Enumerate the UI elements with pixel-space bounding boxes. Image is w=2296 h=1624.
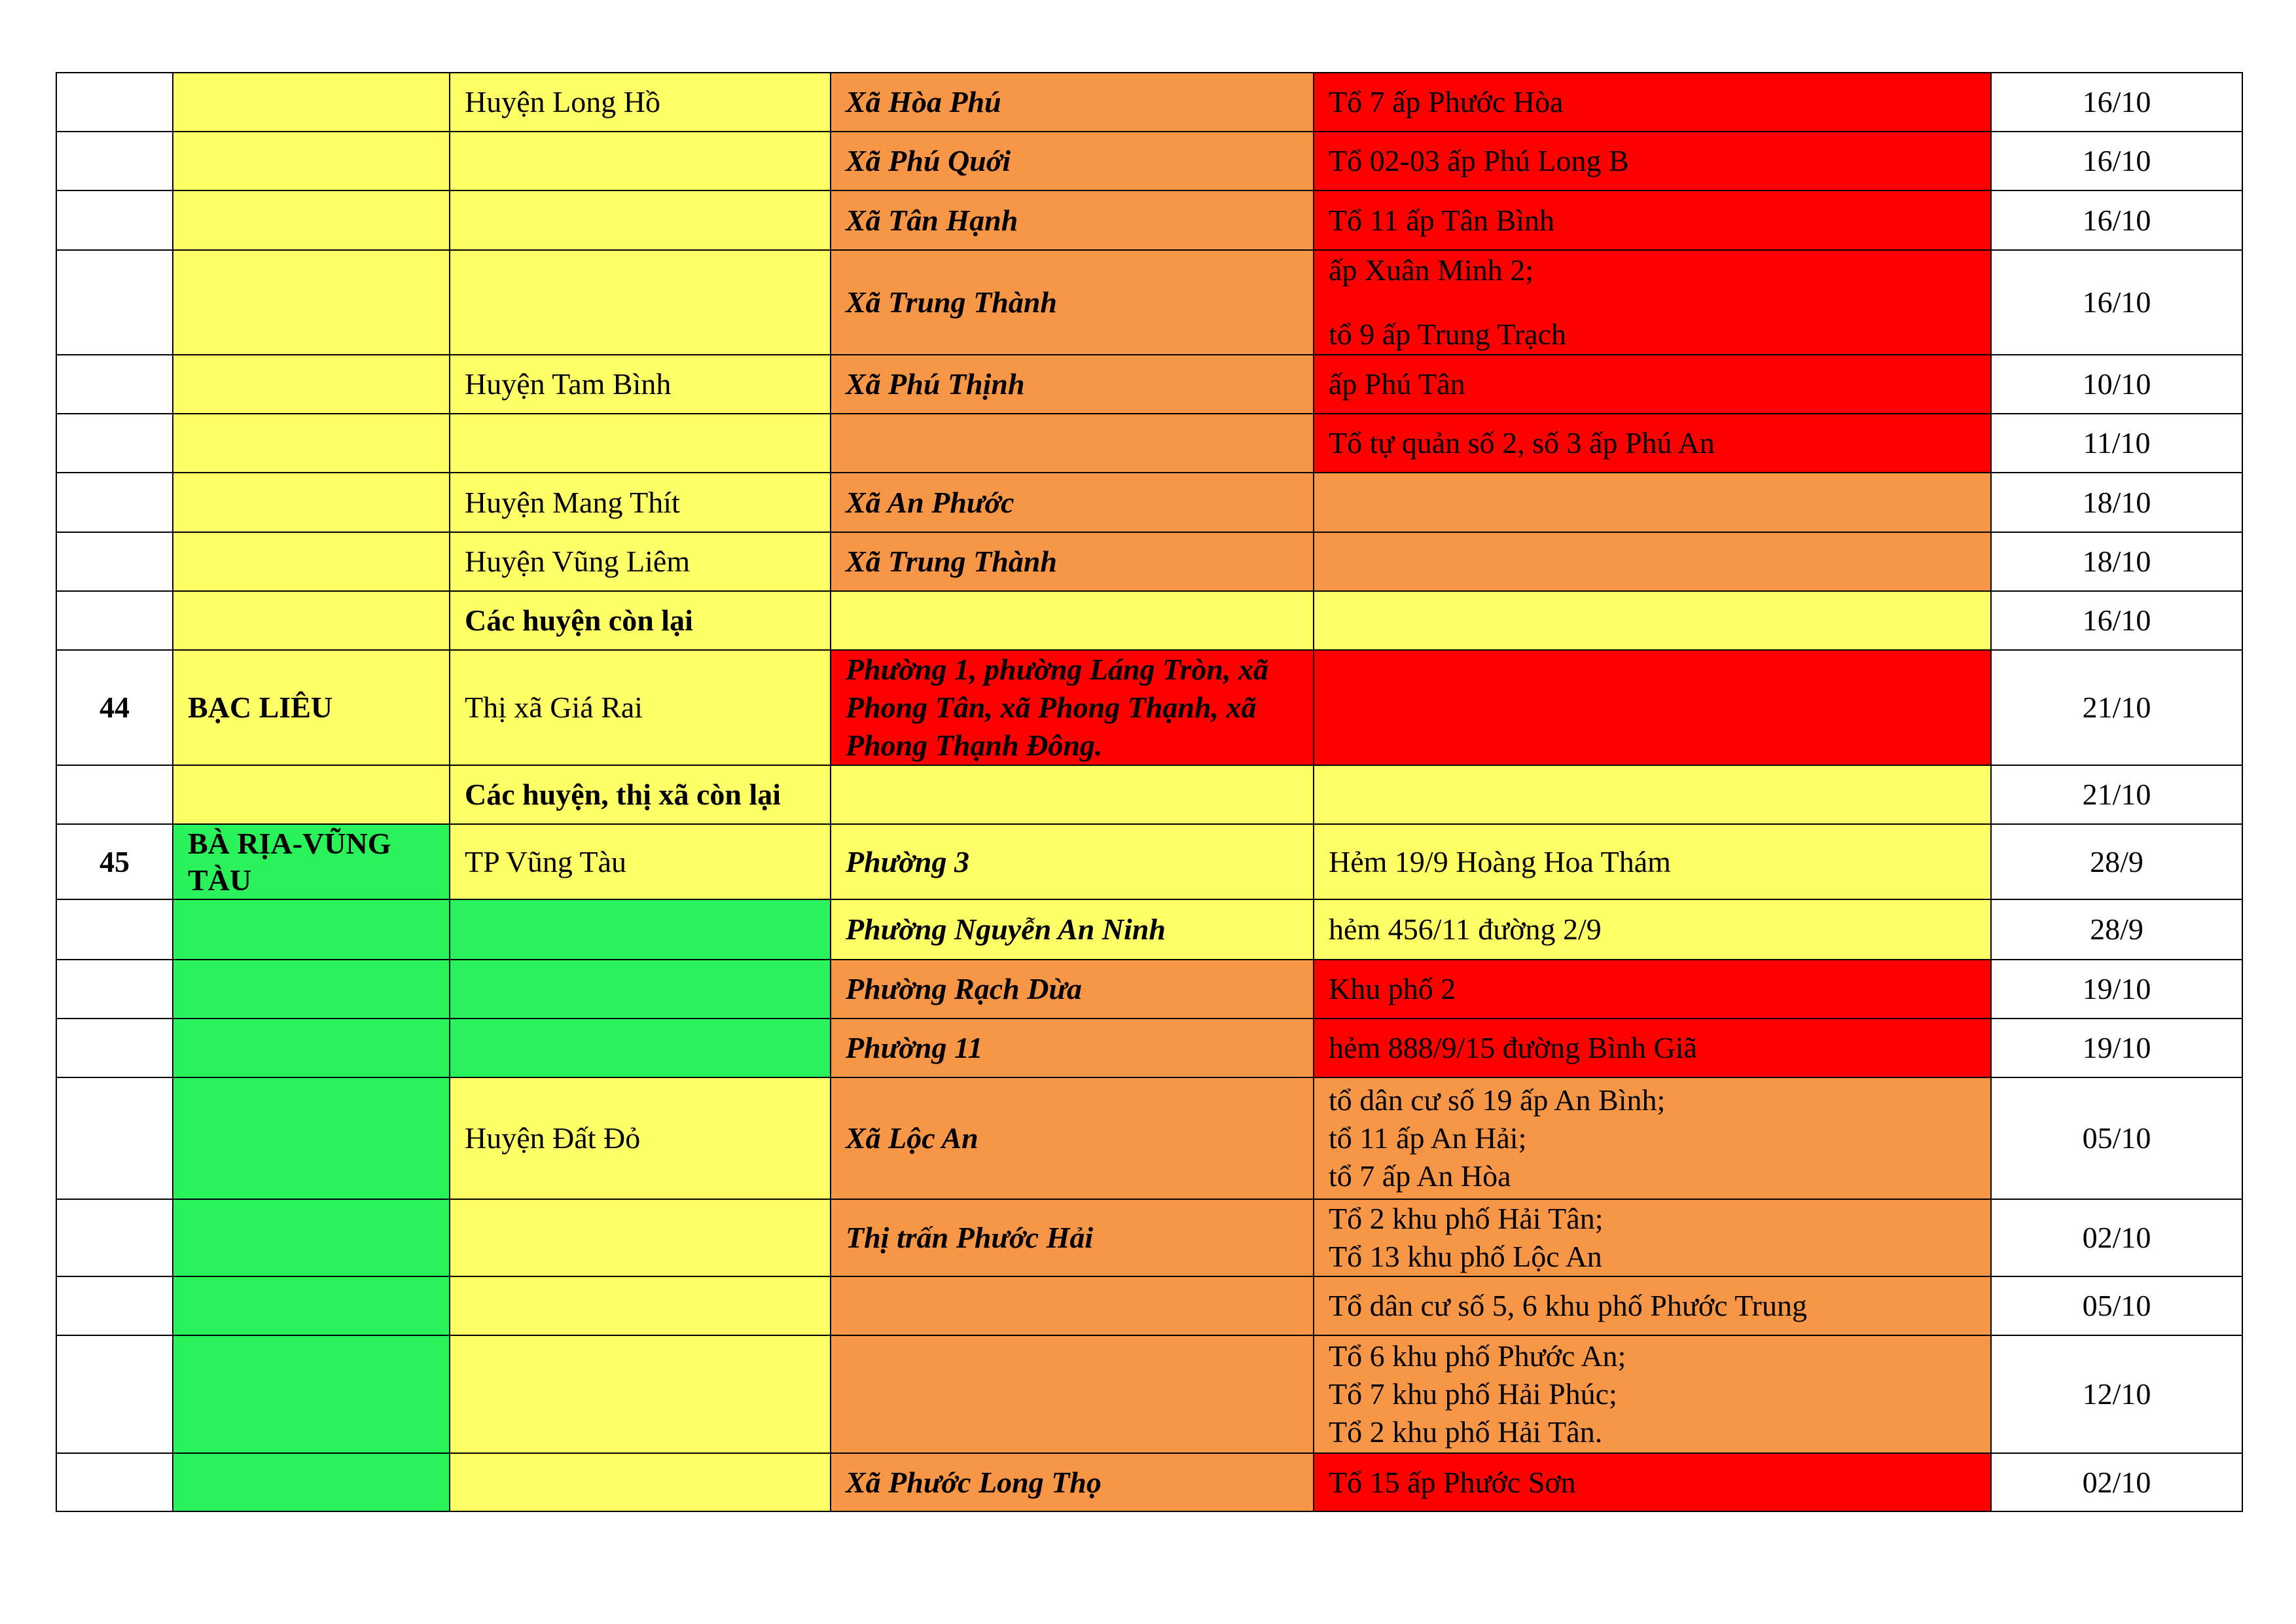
date-cell: 11/10	[1991, 414, 2242, 473]
ward-cell: Phường 11	[831, 1019, 1314, 1077]
area-line: Tổ 7 khu phố Hải Phúc;	[1329, 1377, 1617, 1411]
date-cell: 18/10	[1991, 473, 2242, 532]
area-line: ấp Xuân Minh 2;	[1329, 253, 1534, 287]
area-cell	[1314, 532, 1991, 591]
stt-cell	[56, 355, 173, 414]
stt-cell: 45	[56, 824, 173, 899]
province-cell	[173, 1019, 450, 1077]
ward-cell: Phường 1, phường Láng Tròn, xã Phong Tân, xã Phong Thạnh, xã Phong Thạnh Đông.	[831, 650, 1314, 765]
district-cell	[450, 1276, 831, 1335]
province-cell	[173, 1077, 450, 1199]
area-line: Hẻm 19/9 Hoàng Hoa Thám	[1329, 844, 1671, 878]
district-cell: Huyện Mang Thít	[450, 473, 831, 532]
area-cell	[1314, 473, 1991, 532]
province-cell	[173, 960, 450, 1019]
stt-cell: 44	[56, 650, 173, 765]
table-row	[56, 1019, 2242, 1077]
province-cell	[173, 250, 450, 355]
stt-cell	[56, 1453, 173, 1511]
ward-cell: Xã Lộc An	[831, 1077, 1314, 1199]
table-row	[56, 73, 2242, 132]
area-line: hẻm 888/9/15 đường Bình Giã	[1329, 1031, 1697, 1064]
area-cell	[1314, 1276, 1991, 1335]
date-cell: 18/10	[1991, 532, 2242, 591]
ward-cell	[831, 1335, 1314, 1453]
area-cell	[1314, 355, 1991, 414]
restriction-table	[56, 72, 2243, 1512]
district-cell	[450, 960, 831, 1019]
ward-cell: Xã Trung Thành	[831, 250, 1314, 355]
district-cell: Huyện Long Hồ	[450, 73, 831, 132]
area-cell	[1314, 132, 1991, 190]
area-line: Tổ 6 khu phố Phước An;	[1329, 1339, 1626, 1373]
area-line: tổ 7 ấp An Hòa	[1329, 1159, 1511, 1193]
province-cell: BÀ RỊA-VŨNG TÀU	[173, 824, 450, 899]
area-cell	[1314, 73, 1991, 132]
table-row	[56, 765, 2242, 824]
area-line: Tổ 13 khu phố Lộc An	[1329, 1240, 1602, 1273]
stt-cell	[56, 1276, 173, 1335]
area-line: tổ 9 ấp Trung Trạch	[1329, 317, 1566, 351]
province-cell	[173, 132, 450, 190]
area-cell	[1314, 824, 1991, 899]
district-cell	[450, 190, 831, 250]
date-cell: 16/10	[1991, 132, 2242, 190]
ward-cell: Phường Nguyễn An Ninh	[831, 899, 1314, 960]
table-row	[56, 1199, 2242, 1276]
area-line: hẻm 456/11 đường 2/9	[1329, 912, 1602, 946]
district-cell	[450, 899, 831, 960]
area-line: tổ 11 ấp An Hải;	[1329, 1121, 1527, 1155]
date-cell: 16/10	[1991, 190, 2242, 250]
area-line: ấp Phú Tân	[1329, 367, 1465, 401]
area-cell	[1314, 190, 1991, 250]
area-cell	[1314, 765, 1991, 824]
province-cell: BẠC LIÊU	[173, 650, 450, 765]
area-line: Tổ tự quản số 2, số 3 ấp Phú An	[1329, 426, 1715, 460]
date-cell: 28/9	[1991, 899, 2242, 960]
stt-cell	[56, 473, 173, 532]
district-cell	[450, 1019, 831, 1077]
date-cell: 10/10	[1991, 355, 2242, 414]
stt-cell	[56, 899, 173, 960]
province-cell	[173, 899, 450, 960]
area-line: Tổ 15 ấp Phước Sơn	[1329, 1465, 1576, 1499]
area-cell	[1314, 250, 1991, 355]
date-cell: 16/10	[1991, 73, 2242, 132]
ward-cell: Xã An Phước	[831, 473, 1314, 532]
date-cell: 16/10	[1991, 591, 2242, 650]
stt-cell	[56, 414, 173, 473]
table-row	[56, 473, 2242, 532]
ward-cell: Xã Tân Hạnh	[831, 190, 1314, 250]
date-cell: 05/10	[1991, 1077, 2242, 1199]
date-cell: 28/9	[1991, 824, 2242, 899]
stt-cell	[56, 960, 173, 1019]
district-cell	[450, 1199, 831, 1276]
province-cell	[173, 190, 450, 250]
province-cell	[173, 1199, 450, 1276]
area-cell	[1314, 414, 1991, 473]
stt-cell	[56, 1019, 173, 1077]
ward-cell: Phường 3	[831, 824, 1314, 899]
table-row	[56, 132, 2242, 190]
ward-cell: Xã Hòa Phú	[831, 73, 1314, 132]
date-cell: 21/10	[1991, 765, 2242, 824]
area-line: Tổ 2 khu phố Hải Tân;	[1329, 1202, 1604, 1235]
table-row	[56, 1077, 2242, 1199]
district-cell: Huyện Đất Đỏ	[450, 1077, 831, 1199]
area-line: Tổ 2 khu phố Hải Tân.	[1329, 1415, 1603, 1449]
stt-cell	[56, 73, 173, 132]
stt-cell	[56, 1199, 173, 1276]
district-cell	[450, 414, 831, 473]
area-cell	[1314, 899, 1991, 960]
area-line: Tổ 11 ấp Tân Bình	[1329, 203, 1554, 237]
district-cell: Thị xã Giá Rai	[450, 650, 831, 765]
table-row	[56, 1335, 2242, 1453]
stt-cell	[56, 765, 173, 824]
district-cell	[450, 1335, 831, 1453]
stt-cell	[56, 190, 173, 250]
table-row	[56, 960, 2242, 1019]
district-cell	[450, 250, 831, 355]
ward-cell: Xã Trung Thành	[831, 532, 1314, 591]
district-cell: Huyện Vũng Liêm	[450, 532, 831, 591]
district-cell: Các huyện còn lại	[450, 591, 831, 650]
ward-cell	[831, 765, 1314, 824]
table-row	[56, 824, 2242, 899]
province-cell	[173, 532, 450, 591]
area-cell	[1314, 591, 1991, 650]
stt-cell	[56, 1077, 173, 1199]
table-row	[56, 650, 2242, 765]
stt-cell	[56, 532, 173, 591]
province-cell	[173, 1335, 450, 1453]
province-cell	[173, 473, 450, 532]
stt-cell	[56, 591, 173, 650]
date-cell: 02/10	[1991, 1453, 2242, 1511]
table-row	[56, 250, 2242, 355]
table-row	[56, 190, 2242, 250]
ward-cell: Phường Rạch Dừa	[831, 960, 1314, 1019]
province-cell	[173, 765, 450, 824]
area-cell	[1314, 1335, 1991, 1453]
area-cell	[1314, 650, 1991, 765]
district-cell: Huyện Tam Bình	[450, 355, 831, 414]
province-cell	[173, 355, 450, 414]
ward-cell: Thị trấn Phước Hải	[831, 1199, 1314, 1276]
area-cell	[1314, 1077, 1991, 1199]
area-cell	[1314, 960, 1991, 1019]
province-cell	[173, 414, 450, 473]
ward-cell: Xã Phú Quới	[831, 132, 1314, 190]
date-cell: 19/10	[1991, 960, 2242, 1019]
date-cell: 12/10	[1991, 1335, 2242, 1453]
ward-cell: Xã Phước Long Thọ	[831, 1453, 1314, 1511]
district-cell	[450, 132, 831, 190]
area-line: Tổ 7 ấp Phước Hòa	[1329, 85, 1564, 118]
province-cell	[173, 591, 450, 650]
area-cell	[1314, 1453, 1991, 1511]
table-row	[56, 414, 2242, 473]
district-cell: TP Vũng Tàu	[450, 824, 831, 899]
date-cell: 05/10	[1991, 1276, 2242, 1335]
stt-cell	[56, 1335, 173, 1453]
province-cell	[173, 73, 450, 132]
ward-cell	[831, 591, 1314, 650]
area-line: Tổ 02-03 ấp Phú Long B	[1329, 144, 1629, 177]
province-cell	[173, 1453, 450, 1511]
table-row	[56, 591, 2242, 650]
table-row	[56, 1453, 2242, 1511]
area-cell	[1314, 1199, 1991, 1276]
date-cell: 16/10	[1991, 250, 2242, 355]
ward-cell: Xã Phú Thịnh	[831, 355, 1314, 414]
date-cell: 19/10	[1991, 1019, 2242, 1077]
date-cell: 21/10	[1991, 650, 2242, 765]
province-cell	[173, 1276, 450, 1335]
stt-cell	[56, 250, 173, 355]
date-cell: 02/10	[1991, 1199, 2242, 1276]
table-row	[56, 1276, 2242, 1335]
district-cell	[450, 1453, 831, 1511]
table-row	[56, 899, 2242, 960]
area-line: Tổ dân cư số 5, 6 khu phố Phước Trung	[1329, 1289, 1807, 1322]
area-line: tổ dân cư số 19 ấp An Bình;	[1329, 1083, 1666, 1117]
area-cell	[1314, 1019, 1991, 1077]
district-cell: Các huyện, thị xã còn lại	[450, 765, 831, 824]
stt-cell	[56, 132, 173, 190]
ward-cell	[831, 414, 1314, 473]
ward-cell	[831, 1276, 1314, 1335]
area-line: Khu phố 2	[1329, 972, 1456, 1005]
table-row	[56, 355, 2242, 414]
table-row	[56, 532, 2242, 591]
